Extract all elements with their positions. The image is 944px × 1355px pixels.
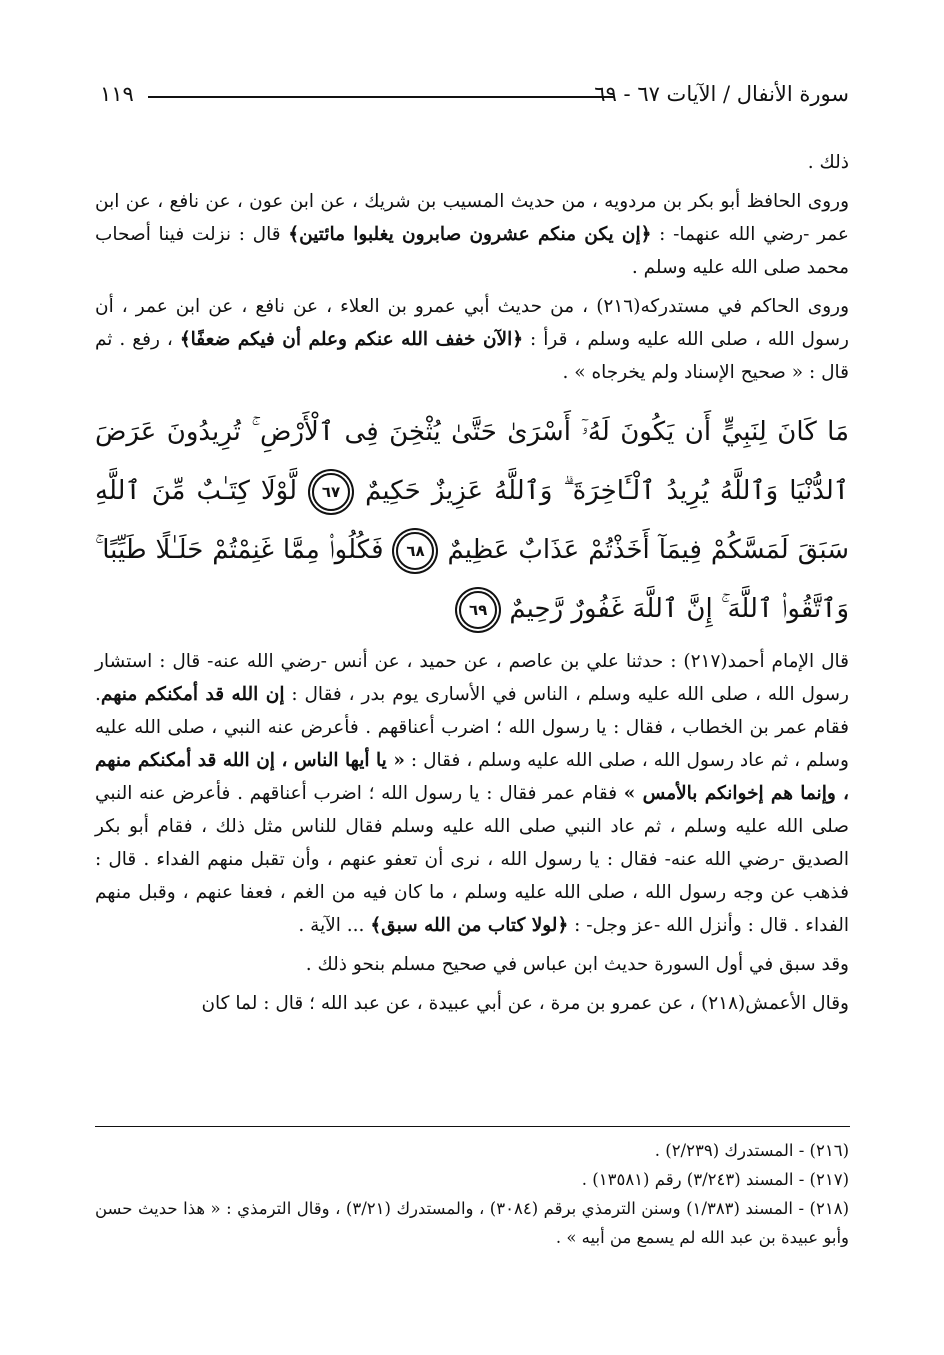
paragraph-hakim: [95, 290, 849, 389]
paragraph-amash: [95, 987, 849, 1020]
ayah-number-marker: ٦٩: [459, 591, 497, 629]
header-rule: [148, 96, 614, 98]
paragraph-text: قال : نزلت فينا أصحاب محمد صلى الله عليه وسلم .: [95, 224, 849, 278]
paragraph-text: ... الآية .: [298, 915, 371, 936]
ayah-number-marker: ٦٨: [396, 532, 434, 570]
quran-quote: ﴿لولا كتاب من الله سبق﴾: [370, 915, 569, 936]
main-text: [95, 146, 849, 1020]
quran-quote: ﴿الآن خفف الله عنكم وعلم أن فيكم ضعفًا﴾: [179, 329, 524, 350]
paragraph-continuation: [95, 146, 849, 179]
running-header: [100, 82, 849, 112]
footnote-218: (٢١٨) - المسند (١/٣٨٣) وسنن الترمذي برقم (٣٠٨٤) ، والمستدرك (٣/٢١) ، وقال الترمذي : « هذا حديث حسن وأبو عبيدة بن عبد الله لم يسمع من أبيه » .: [95, 1199, 849, 1247]
paragraph-ibn-mardawayh: [95, 185, 849, 284]
paragraph-text: وقد سبق في أول السورة حديث ابن عباس في صحيح مسلم بنحو ذلك .: [305, 954, 849, 975]
paragraph-muslim: [95, 948, 849, 981]
footnote-216: (٢١٦) - المستدرك (٢/٢٣٩) .: [654, 1141, 849, 1160]
paragraph-text: وروى الحافظ أبو بكر بن مردويه ، من حديث المسيب بن شريك ، عن ابن عون ، عن نافع ، عن ابن عمر -رضي الله عنهما- :: [95, 191, 849, 245]
quran-verses-block: [95, 403, 849, 639]
footnote-217: (٢١٧) - المسند (٣/٢٤٣) رقم (١٣٥٨١) .: [581, 1170, 849, 1189]
footnotes: [95, 1136, 849, 1252]
paragraph-text: قال الإمام أحمد(٢١٧) : حدثنا علي بن عاصم ، عن حميد ، عن أنس -رضي الله عنه- قال : استشار رسول الله ، صلى الله عليه وسلم ، الناس في الأسارى يوم بدر ، فقال :: [95, 651, 849, 705]
paragraph-text: وقال الأعمش(٢١٨) ، عن عمرو بن مرة ، عن أبي عبيدة ، عن عبد الله ؛ قال : لما كان: [201, 993, 849, 1014]
paragraph-text: . فقام عمر بن الخطاب ، فقال : يا رسول الله ؛ اضرب أعناقهم . فأعرض عنه النبي ، صلى الله عليه وسلم ، ثم عاد رسول الله ، صلى الله عليه وسلم ، فقال :: [95, 684, 849, 771]
hadith-quote: إن الله قد أمكنكم منهم: [100, 684, 285, 705]
paragraph-text: وروى الحاكم في مستدركه(٢١٦) ، من حديث أبي عمرو بن العلاء ، عن نافع ، عن ابن عمر ، أن رسول الله ، صلى الله عليه وسلم ، قرأ :: [95, 296, 849, 350]
page-number: ١١٩: [100, 82, 134, 106]
paragraph-text: ذلك .: [807, 152, 849, 173]
footnote-separator: [95, 1126, 850, 1127]
surah-title: سورة الأنفال / الآيات ٦٧ - ٦٩: [594, 82, 849, 106]
ayah-number-marker: ٦٧: [312, 473, 350, 511]
paragraph-text: فقام عمر فقال : يا رسول الله ؛ اضرب أعناقهم . فأعرض عنه النبي صلى الله عليه وسلم ، ثم عاد النبي صلى الله عليه وسلم فقال للناس مثل ذلك ، فقام أبو بكر الصديق -رضي الله عنه- فقال : يا رسول الله ، نرى أن تعفو عنهم ، وأن تقبل منهم الفداء . قال : فذهب عن وجه رسول الله ، صلى الله عليه وسلم ، ما كان فيه من الغم ، فعفا عنهم ، وقبل منهم الفداء . قال : وأنزل الله -عز وجل- :: [95, 783, 849, 936]
paragraph-text: ، رفع . ثم قال : « صحيح الإسناد ولم يخرجاه » .: [95, 329, 849, 383]
quran-quote: ﴿إن يكن منكم عشرون صابرون يغلبوا مائتين﴾: [288, 224, 652, 245]
verse-text: لَّوْلَا كِتَـٰبٌ مِّنَ ٱللَّهِ سَبَقَ لَمَسَّكُمْ فِيمَآ أَخَذْتُمْ عَذَابٌ عَظِيمٌ: [95, 476, 850, 565]
hadith-quote: « يا أيها الناس ، إن الله قد أمكنكم منهم ، وإنما هم إخوانكم بالأمس »: [95, 750, 849, 804]
verse-text: مَا كَانَ لِنَبِيٍّ أَن يَكُونَ لَهُۥٓ أَسْرَىٰ حَتَّىٰ يُثْخِنَ فِى ٱلْأَرْضِ ۚ تُرِيدُونَ عَرَضَ ٱلدُّنْيَا وَٱللَّهُ يُرِيدُ ٱلْـَٔاخِرَةَ ۗ وَٱللَّهُ عَزِيزٌ حَكِيمٌ: [95, 417, 850, 506]
paragraph-ahmad: [95, 645, 849, 942]
verse-text: فَكُلُوا۟ مِمَّا غَنِمْتُمْ حَلَـٰلًا طَيِّبًا ۚ وَٱتَّقُوا۟ ٱللَّهَ ۚ إِنَّ ٱللَّهَ غَفُورٌ رَّحِيمٌ: [95, 535, 849, 624]
